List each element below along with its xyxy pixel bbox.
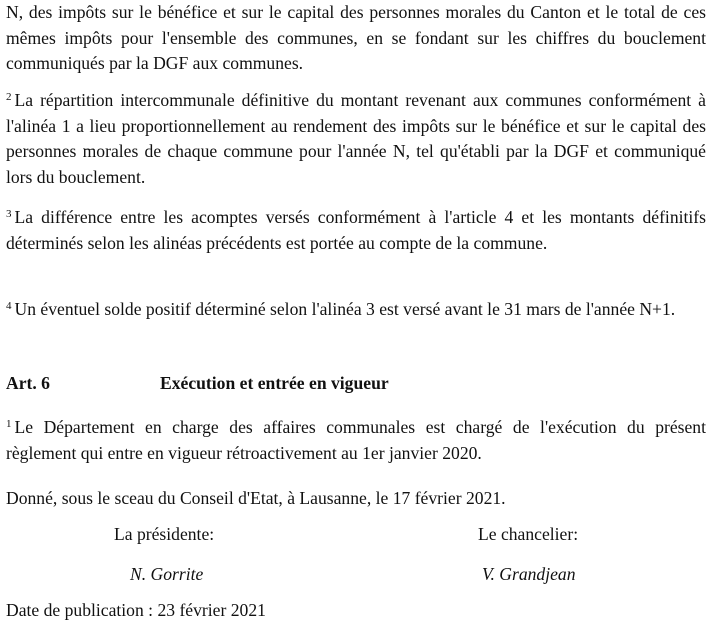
paragraph-number: 4 bbox=[6, 300, 12, 312]
paragraph-text: N, des impôts sur le bénéfice et sur le capital des personnes morales du Canton et le total de ces mêmes impôts pour l'ensemble des communes, en se fondant sur les chiffres du bouclement communiqués par la DGF aux communes. bbox=[6, 2, 706, 73]
paragraph-text: Un éventuel solde positif déterminé selon l'alinéa 3 est versé avant le 31 mars de l'année N+1. bbox=[14, 299, 676, 319]
right-signatory-role: Le chancelier: bbox=[478, 524, 579, 544]
paragraph-number: 1 bbox=[6, 418, 12, 430]
given-line: Donné, sous le sceau du Conseil d'Etat, à Lausanne, le 17 février 2021. bbox=[6, 488, 506, 508]
paragraph-number: 3 bbox=[6, 208, 12, 220]
article-number: Art. 6 bbox=[6, 373, 50, 393]
paragraph-4 bbox=[6, 297, 706, 323]
article-6-paragraph-1 bbox=[6, 415, 706, 466]
right-signatory-name: V. Grandjean bbox=[482, 564, 576, 584]
publication-date: Date de publication : 23 février 2021 bbox=[6, 600, 266, 620]
paragraph-3 bbox=[6, 205, 706, 256]
left-signatory-name: N. Gorrite bbox=[130, 564, 204, 584]
paragraph-text: La différence entre les acomptes versés conformément à l'article 4 et les montants définitifs déterminés selon les alinéas précédents est portée au compte de la commune. bbox=[6, 207, 706, 253]
paragraph-number: 2 bbox=[6, 91, 12, 103]
paragraph-continuation bbox=[6, 0, 706, 77]
paragraph-2 bbox=[6, 88, 706, 190]
article-title: Exécution et entrée en vigueur bbox=[160, 373, 389, 393]
paragraph-text: La répartition intercommunale définitive du montant revenant aux communes conformément à l'alinéa 1 a lieu proportionnellement au rendement des impôts sur le bénéfice et sur le capital des personnes morales de chaque commune pour l'année N, tel qu'établi par la DGF et communiqué lors du bouclement. bbox=[6, 90, 706, 187]
left-signatory-role: La présidente: bbox=[114, 524, 215, 544]
paragraph-text: Le Département en charge des affaires communales est chargé de l'exécution du présent règlement qui entre en vigueur rétroactivement au 1er janvier 2020. bbox=[6, 417, 706, 463]
